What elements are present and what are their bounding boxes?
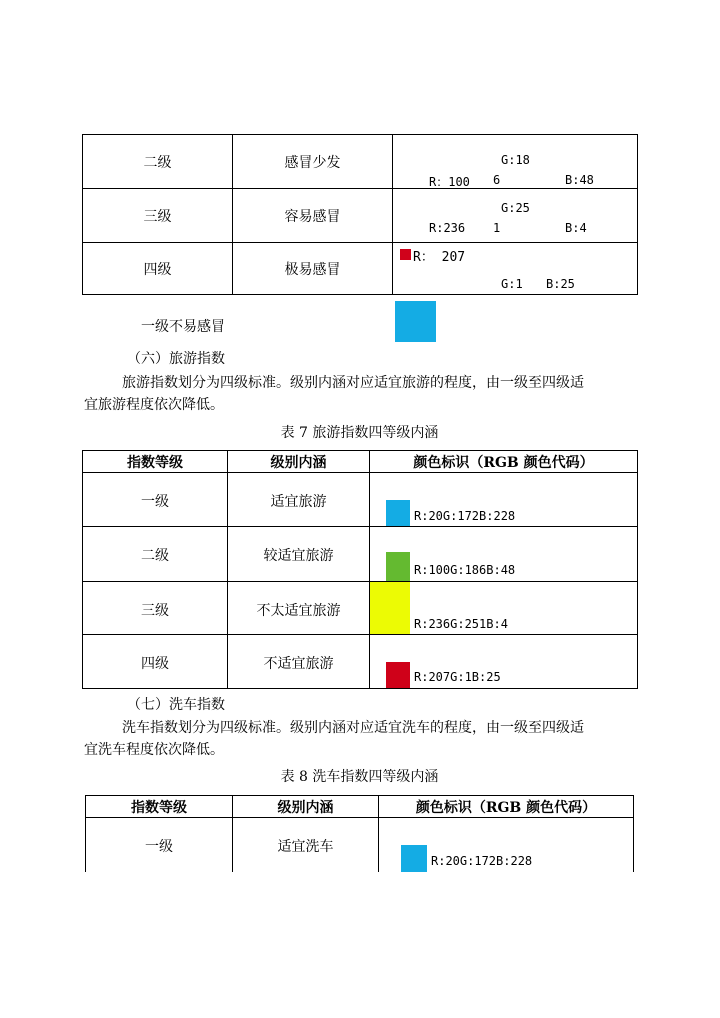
cell-level: 一级 (86, 818, 233, 872)
header-cell: 指数等级 (83, 451, 228, 473)
header-cell: 级别内涵 (228, 451, 370, 473)
r-value: R:236 (429, 221, 466, 235)
cell-level: 四级 (83, 635, 228, 689)
color-swatch (386, 662, 410, 688)
g-fragment: 1 (493, 221, 501, 235)
travel-index-table (82, 450, 638, 689)
cell-meaning: 较适宜旅游 (228, 527, 370, 582)
rgb-code: R:236G:251B:4 (414, 617, 508, 631)
paragraph-line: 洗车指数划分为四级标准。级别内涵对应适宜洗车的程度，由一级至四级适 (122, 720, 584, 736)
cell-color (393, 243, 638, 295)
color-swatch (400, 249, 411, 260)
cell-level: 二级 (83, 527, 228, 582)
cell-meaning: 适宜旅游 (228, 473, 370, 527)
cell-meaning: 不太适宜旅游 (228, 582, 370, 635)
g-value: G:18 (501, 153, 530, 167)
cell-meaning: 感冒少发 (233, 135, 393, 189)
cell-color (370, 582, 638, 635)
cell-level: 三级 (83, 582, 228, 635)
g-value: G:25 (501, 201, 530, 215)
r-value: R：100 (429, 175, 470, 189)
carwash-index-table (85, 795, 634, 872)
g-value: G:1 (501, 277, 523, 291)
table-caption: 表 8 洗车指数四等级内涵 (280, 769, 439, 785)
section-heading: （六）旅游指数 (127, 351, 225, 367)
header-cell: 颜色标识（RGB 颜色代码） (379, 796, 634, 818)
color-swatch (370, 582, 410, 634)
r-value: R： 207 (413, 250, 466, 265)
cell-level: 一级 (83, 473, 228, 527)
cold-index-table-continued (82, 134, 638, 295)
cell-color (379, 818, 634, 872)
color-swatch (386, 552, 410, 581)
cell-level: 三级 (83, 189, 233, 243)
paragraph-line: 宜旅游程度依次降低。 (84, 397, 224, 413)
rgb-code: R:207G:1B:25 (414, 670, 501, 684)
b-value: B:25 (546, 277, 575, 291)
cell-color (393, 189, 638, 243)
cell-meaning: 不适宜旅游 (228, 635, 370, 689)
cell-color (370, 635, 638, 689)
g-fragment: 6 (493, 173, 501, 187)
section-heading: （七）洗车指数 (127, 697, 225, 713)
rgb-code: R:100G:186B:48 (414, 563, 516, 577)
cell-color (393, 135, 638, 189)
paragraph-line: 旅游指数划分为四级标准。级别内涵对应适宜旅游的程度，由一级至四级适 (122, 375, 584, 391)
paragraph-line: 宜洗车程度依次降低。 (84, 742, 224, 758)
rgb-code: R:20G:172B:228 (431, 854, 533, 868)
cell-color (370, 473, 638, 527)
rgb-code: R:20G:172B:228 (414, 509, 516, 523)
color-swatch (395, 301, 436, 342)
loose-level-text: 一级不易感冒 (141, 319, 225, 335)
header-cell: 指数等级 (86, 796, 233, 818)
table-caption: 表 7 旅游指数四等级内涵 (280, 425, 439, 441)
cell-color (370, 527, 638, 582)
b-value: B:48 (565, 173, 594, 187)
cell-level: 四级 (83, 243, 233, 295)
cell-meaning: 适宜洗车 (233, 818, 379, 872)
cell-meaning: 极易感冒 (233, 243, 393, 295)
header-cell: 颜色标识（RGB 颜色代码） (370, 451, 638, 473)
b-value: B:4 (565, 221, 587, 235)
color-swatch (386, 500, 410, 526)
cell-meaning: 容易感冒 (233, 189, 393, 243)
color-swatch (401, 845, 427, 872)
cell-level: 二级 (83, 135, 233, 189)
header-cell: 级别内涵 (233, 796, 379, 818)
